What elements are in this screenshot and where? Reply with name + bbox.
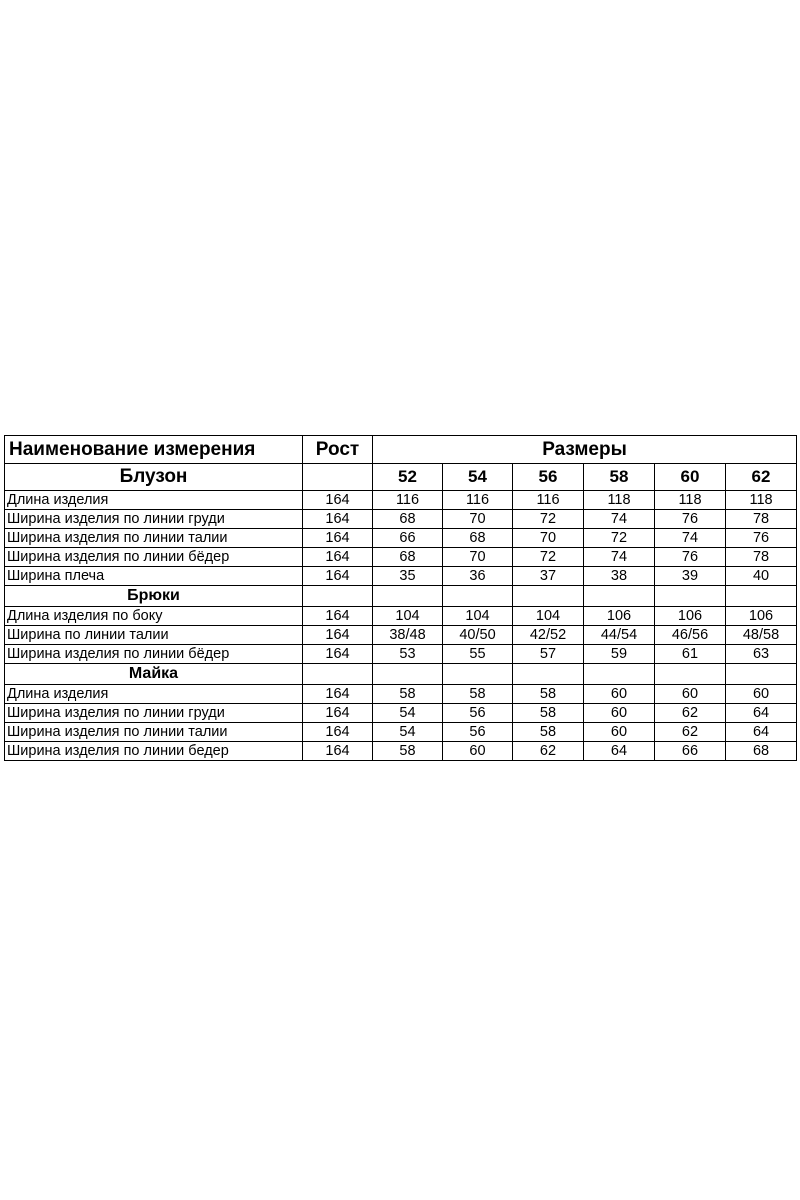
size-value: 68 <box>373 548 443 567</box>
size-value: 68 <box>726 742 797 761</box>
size-value: 58 <box>443 685 513 704</box>
size-value: 64 <box>584 742 655 761</box>
size-value: 118 <box>584 491 655 510</box>
height-value: 164 <box>303 645 373 664</box>
section-height-empty <box>303 586 373 607</box>
table-row <box>5 567 797 586</box>
size-value: 116 <box>443 491 513 510</box>
height-value: 164 <box>303 704 373 723</box>
size-value: 58 <box>373 742 443 761</box>
size-value: 104 <box>373 607 443 626</box>
section-empty-cell <box>726 664 797 685</box>
section-empty-cell <box>584 664 655 685</box>
size-value: 58 <box>513 723 584 742</box>
section-title: Брюки <box>5 586 303 607</box>
size-column-header: 62 <box>726 464 797 491</box>
size-value: 57 <box>513 645 584 664</box>
height-value: 164 <box>303 685 373 704</box>
table-row <box>5 607 797 626</box>
section-row <box>5 664 797 685</box>
size-value: 76 <box>726 529 797 548</box>
size-value: 66 <box>373 529 443 548</box>
size-column-header: 60 <box>655 464 726 491</box>
size-value: 78 <box>726 548 797 567</box>
size-value: 62 <box>513 742 584 761</box>
table-row <box>5 626 797 645</box>
size-value: 118 <box>726 491 797 510</box>
size-value: 106 <box>584 607 655 626</box>
size-value: 60 <box>655 685 726 704</box>
size-value: 68 <box>443 529 513 548</box>
section-empty-cell <box>655 664 726 685</box>
size-column-header: 52 <box>373 464 443 491</box>
size-value: 38/48 <box>373 626 443 645</box>
size-value: 78 <box>726 510 797 529</box>
size-value: 38 <box>584 567 655 586</box>
size-value: 76 <box>655 510 726 529</box>
size-value: 55 <box>443 645 513 664</box>
section-empty-cell <box>373 664 443 685</box>
table-row <box>5 742 797 761</box>
measurement-name: Ширина изделия по линии талии <box>5 529 303 548</box>
size-value: 53 <box>373 645 443 664</box>
size-value: 37 <box>513 567 584 586</box>
size-value: 58 <box>513 704 584 723</box>
size-value: 36 <box>443 567 513 586</box>
size-chart-table <box>4 435 797 761</box>
measurement-name: Ширина изделия по линии талии <box>5 723 303 742</box>
size-column-header: 56 <box>513 464 584 491</box>
section-empty-cell <box>513 664 584 685</box>
height-value: 164 <box>303 567 373 586</box>
measurement-name: Ширина изделия по линии груди <box>5 510 303 529</box>
size-value: 40 <box>726 567 797 586</box>
measurement-name: Ширина плеча <box>5 567 303 586</box>
size-value: 61 <box>655 645 726 664</box>
height-value: 164 <box>303 491 373 510</box>
size-value: 56 <box>443 723 513 742</box>
size-value: 62 <box>655 704 726 723</box>
size-value: 104 <box>513 607 584 626</box>
section-row <box>5 586 797 607</box>
table-row <box>5 685 797 704</box>
height-value: 164 <box>303 723 373 742</box>
size-value: 66 <box>655 742 726 761</box>
size-value: 58 <box>373 685 443 704</box>
height-value: 164 <box>303 607 373 626</box>
height-value: 164 <box>303 626 373 645</box>
measurement-name: Ширина по линии талии <box>5 626 303 645</box>
size-value: 60 <box>584 685 655 704</box>
section-empty-cell <box>584 586 655 607</box>
size-value: 106 <box>655 607 726 626</box>
size-value: 60 <box>443 742 513 761</box>
size-value: 72 <box>584 529 655 548</box>
size-value: 74 <box>655 529 726 548</box>
section-empty-cell <box>443 664 513 685</box>
size-value: 62 <box>655 723 726 742</box>
size-value: 72 <box>513 548 584 567</box>
height-header: Рост <box>303 436 373 464</box>
section-empty-cell <box>373 586 443 607</box>
table-row <box>5 529 797 548</box>
size-value: 70 <box>513 529 584 548</box>
size-value: 59 <box>584 645 655 664</box>
height-value: 164 <box>303 510 373 529</box>
table-row <box>5 704 797 723</box>
section-empty-cell <box>513 586 584 607</box>
measurement-name: Длина изделия по боку <box>5 607 303 626</box>
section-empty-cell <box>655 586 726 607</box>
size-value: 60 <box>584 704 655 723</box>
section-row <box>5 464 797 491</box>
measurement-name: Длина изделия <box>5 685 303 704</box>
size-value: 54 <box>373 723 443 742</box>
sizes-header: Размеры <box>373 436 797 464</box>
section-empty-cell <box>443 586 513 607</box>
measurement-name: Ширина изделия по линии бёдер <box>5 548 303 567</box>
size-value: 106 <box>726 607 797 626</box>
section-title: Блузон <box>5 464 303 491</box>
size-value: 70 <box>443 548 513 567</box>
size-value: 60 <box>584 723 655 742</box>
size-value: 48/58 <box>726 626 797 645</box>
table-row <box>5 645 797 664</box>
table-row <box>5 723 797 742</box>
section-title: Майка <box>5 664 303 685</box>
header-row <box>5 436 797 464</box>
size-value: 74 <box>584 510 655 529</box>
table-row <box>5 491 797 510</box>
size-value: 72 <box>513 510 584 529</box>
size-value: 42/52 <box>513 626 584 645</box>
size-value: 56 <box>443 704 513 723</box>
size-value: 35 <box>373 567 443 586</box>
size-value: 54 <box>373 704 443 723</box>
measurement-name: Длина изделия <box>5 491 303 510</box>
table-row <box>5 548 797 567</box>
section-empty-cell <box>726 586 797 607</box>
size-column-header: 54 <box>443 464 513 491</box>
height-value: 164 <box>303 742 373 761</box>
size-value: 63 <box>726 645 797 664</box>
height-value: 164 <box>303 529 373 548</box>
size-value: 118 <box>655 491 726 510</box>
height-value: 164 <box>303 548 373 567</box>
measurement-name: Ширина изделия по линии груди <box>5 704 303 723</box>
size-value: 39 <box>655 567 726 586</box>
measurement-name: Ширина изделия по линии бёдер <box>5 645 303 664</box>
measurement-header: Наименование измерения <box>5 436 303 464</box>
size-value: 76 <box>655 548 726 567</box>
size-value: 116 <box>373 491 443 510</box>
size-value: 116 <box>513 491 584 510</box>
size-value: 64 <box>726 704 797 723</box>
size-value: 104 <box>443 607 513 626</box>
measurement-name: Ширина изделия по линии бедер <box>5 742 303 761</box>
size-value: 58 <box>513 685 584 704</box>
section-height-empty <box>303 464 373 491</box>
size-value: 46/56 <box>655 626 726 645</box>
size-value: 60 <box>726 685 797 704</box>
size-value: 74 <box>584 548 655 567</box>
size-column-header: 58 <box>584 464 655 491</box>
section-height-empty <box>303 664 373 685</box>
size-value: 44/54 <box>584 626 655 645</box>
size-value: 64 <box>726 723 797 742</box>
table-row <box>5 510 797 529</box>
size-value: 40/50 <box>443 626 513 645</box>
size-value: 68 <box>373 510 443 529</box>
size-value: 70 <box>443 510 513 529</box>
